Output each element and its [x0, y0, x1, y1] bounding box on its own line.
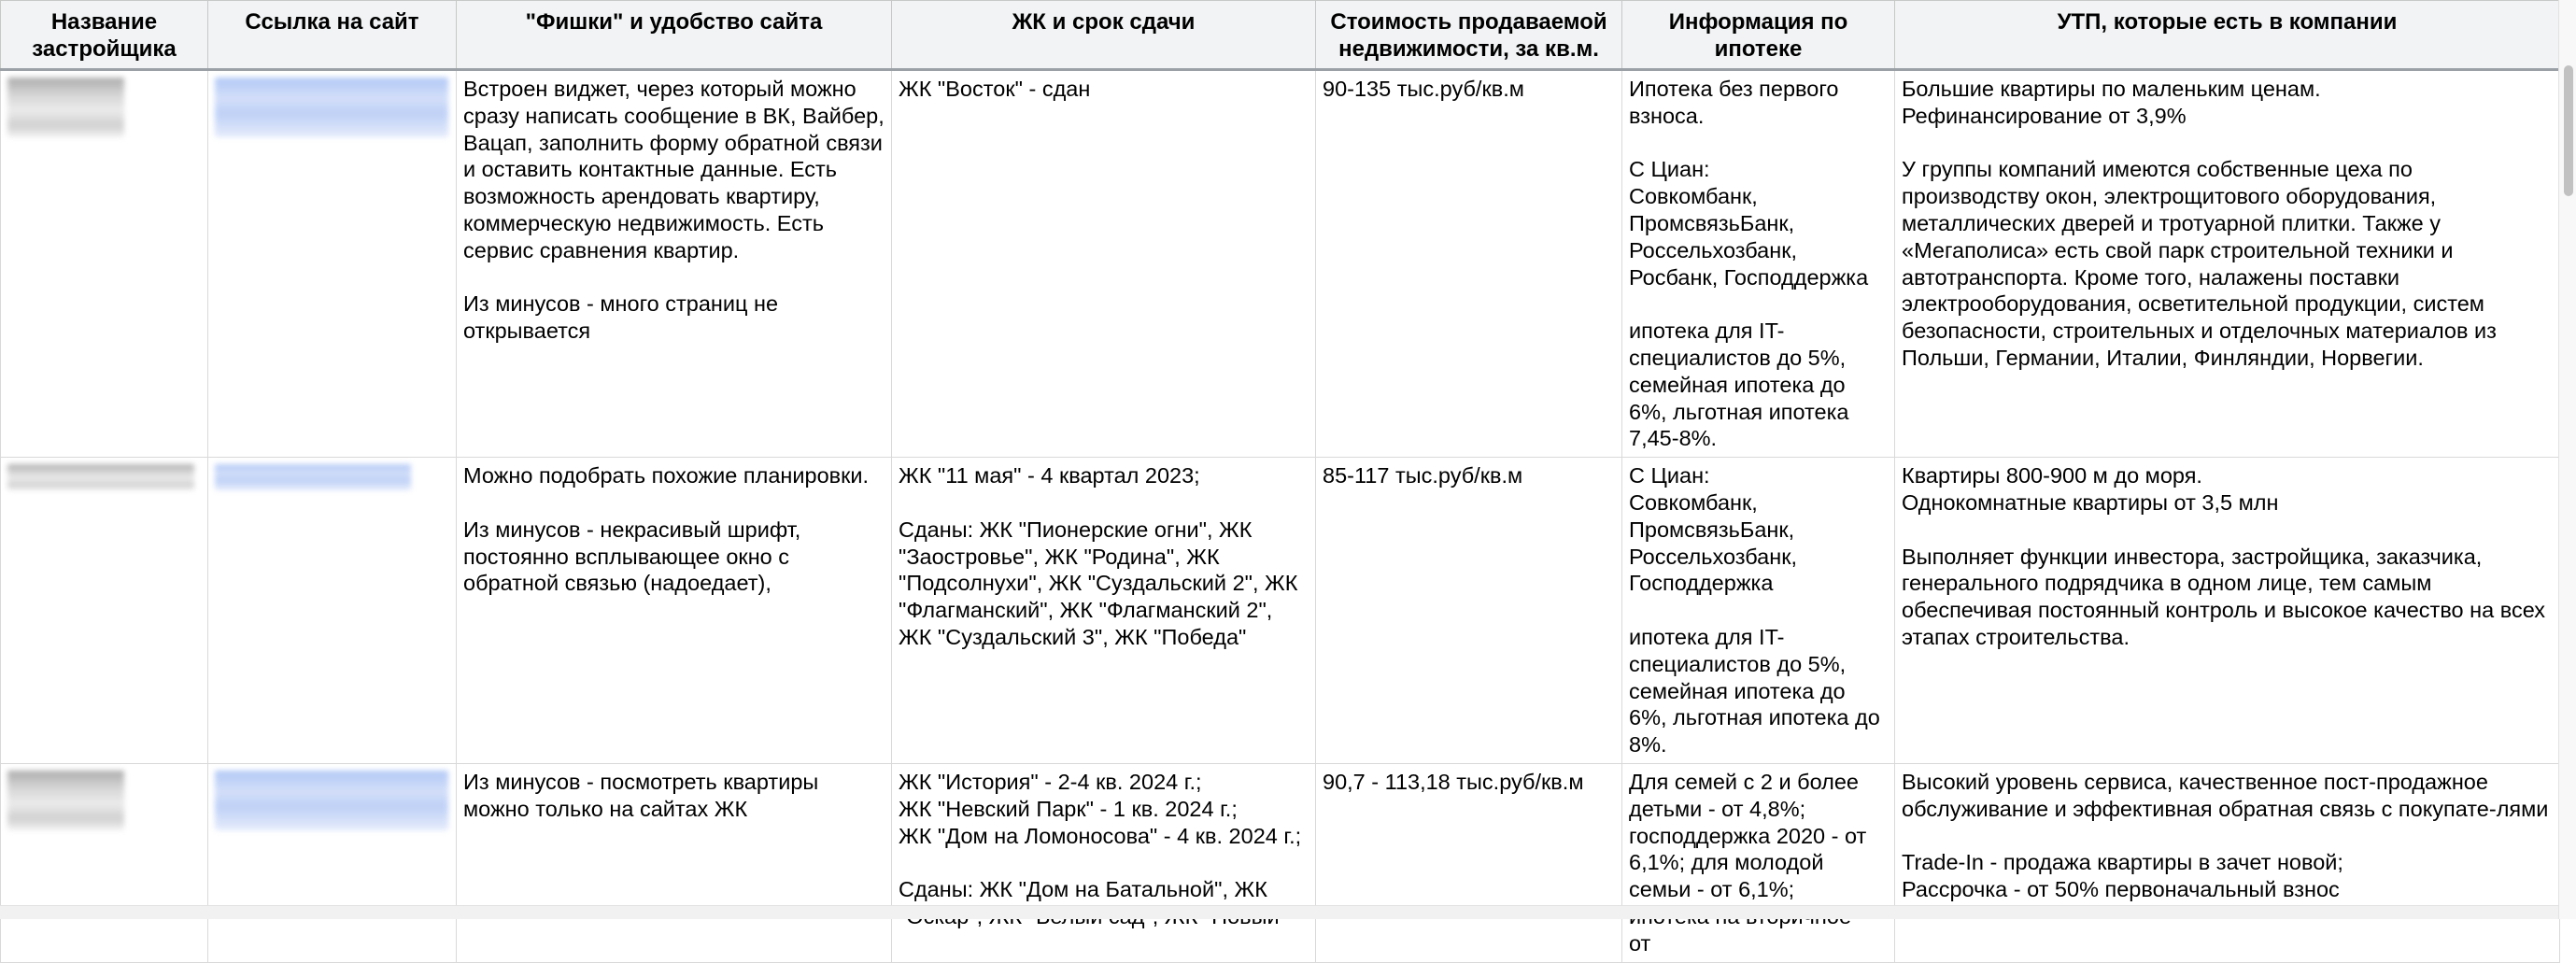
header-complexes[interactable]: ЖК и срок сдачи	[892, 1, 1316, 70]
cell-mortgage[interactable]: Для семей с 2 и более детьми - от 4,8%; господдержка 2020 - от 6,1%; для молодой семьи - от 6,1%; от	[1622, 763, 1895, 962]
cell-price[interactable]: 85-117 тыс.руб/кв.м	[1316, 458, 1622, 764]
header-row	[1, 1, 2560, 70]
cell-website-link[interactable]	[208, 763, 457, 962]
cell-usp[interactable]: Высокий уровень сервиса, качественное пост-продажное обслуживание и эффективная обратная связь с покупате-лями Trade-In - продажа квартиры в зачет новой; Рассрочка - от 50% первоначальный взнос	[1895, 763, 2560, 962]
vertical-scrollbar[interactable]	[2558, 0, 2576, 919]
table-row	[1, 458, 2560, 764]
horizontal-scrollbar[interactable]	[0, 905, 2559, 919]
cell-usp[interactable]: Большие квартиры по маленьким ценам. Рефинансирование от 3,9% У группы компаний имеются собственные цеха по производству окон, электрощитового оборудования, металлических дверей и тротуарной плитки. Также у «Мегаполиса» есть свой парк строительной техники и автотранспорта. Кроме того, налажены поставки электрооборудования, осветительной продукции, систем безопасности, строительных и отделочных материалов из Польши, Германии, Италии, Финляндии, Норвегии.	[1895, 70, 2560, 458]
header-site-features[interactable]: "Фишки" и удобство сайта	[457, 1, 892, 70]
redacted-link	[215, 464, 411, 490]
cell-price[interactable]: 90,7 - 113,18 тыс.руб/кв.м	[1316, 763, 1622, 962]
cell-site-features[interactable]: Можно подобрать похожие планировки. Из минусов - некрасивый шрифт, постоянно всплывающее окно с обратной связью (надоедает),	[457, 458, 892, 764]
cell-mortgage[interactable]: С Циан: Совкомбанк, ПромсвязьБанк, Россельхозбанк, Господдержка ипотека для IT-специалистов до 5%, семейная ипотека до 6%, льготная ипотека до 8%.	[1622, 458, 1895, 764]
cell-developer-name[interactable]	[1, 458, 208, 764]
cell-site-features[interactable]: Встроен виджет, через который можно сразу написать сообщение в ВК, Вайбер, Вацап, заполнить форму обратной связи и оставить контактные данные. Есть возможность арендовать квартиру, коммерческую недвижимость. Есть сервис сравнения квартир. Из минусов - много страниц не открывается	[457, 70, 892, 458]
cell-developer-name[interactable]	[1, 70, 208, 458]
redacted-name	[7, 78, 124, 137]
redacted-link	[215, 78, 448, 137]
table-row	[1, 763, 2560, 962]
cell-price[interactable]: 90-135 тыс.руб/кв.м	[1316, 70, 1622, 458]
cell-website-link[interactable]	[208, 70, 457, 458]
cell-developer-name[interactable]	[1, 763, 208, 962]
header-website-link[interactable]: Ссылка на сайт	[208, 1, 457, 70]
header-usp[interactable]: УТП, которые есть в компании	[1895, 1, 2560, 70]
redacted-name	[7, 771, 124, 830]
header-developer-name[interactable]: Название застройщика	[1, 1, 208, 70]
cell-website-link[interactable]	[208, 458, 457, 764]
header-price[interactable]: Стоимость продаваемой недвижимости, за кв.м.	[1316, 1, 1622, 70]
cell-complexes[interactable]: ЖК "11 мая" - 4 квартал 2023; Сданы: ЖК "Пионерские огни", ЖК "Заостровье", ЖК "Родина", ЖК "Подсолнухи", ЖК "Суздальский 2", ЖК "Флагманский", ЖК "Флагманский 2", ЖК "Суздальский 3", ЖК "Победа"	[892, 458, 1316, 764]
cell-complexes[interactable]: ЖК "История" - 2-4 кв. 2024 г.; ЖК "Невский Парк" - 1 кв. 2024 г.; ЖК "Дом на Ломоносова" - 4 кв. 2024 г.; Сданы: ЖК "Дом на Батальной", ЖК	[892, 763, 1316, 962]
redacted-link	[215, 771, 448, 830]
redacted-name	[7, 464, 194, 490]
cell-site-features[interactable]: Из минусов - посмотреть квартиры можно только на сайтах ЖК	[457, 763, 892, 962]
table-row	[1, 70, 2560, 458]
scrollbar-thumb[interactable]	[2564, 65, 2573, 196]
header-mortgage[interactable]: Информация по ипотеке	[1622, 1, 1895, 70]
cell-complexes[interactable]: ЖК "Восток" - сдан	[892, 70, 1316, 458]
cell-usp[interactable]: Квартиры 800-900 м до моря. Однокомнатные квартиры от 3,5 млн Выполняет функции инвестора, застройщика, заказчика, генерального подрядчика в одном лице, тем самым обеспечивая постоянный контроль и высокое качество на всех этапах строительства.	[1895, 458, 2560, 764]
cell-mortgage[interactable]: Ипотека без первого взноса. С Циан: Совкомбанк, ПромсвязьБанк, Россельхозбанк, Росбанк, Господдержка ипотека для IT-специалистов до 5%, семейная ипотека до 6%, льготная ипотека 7,45-8%.	[1622, 70, 1895, 458]
